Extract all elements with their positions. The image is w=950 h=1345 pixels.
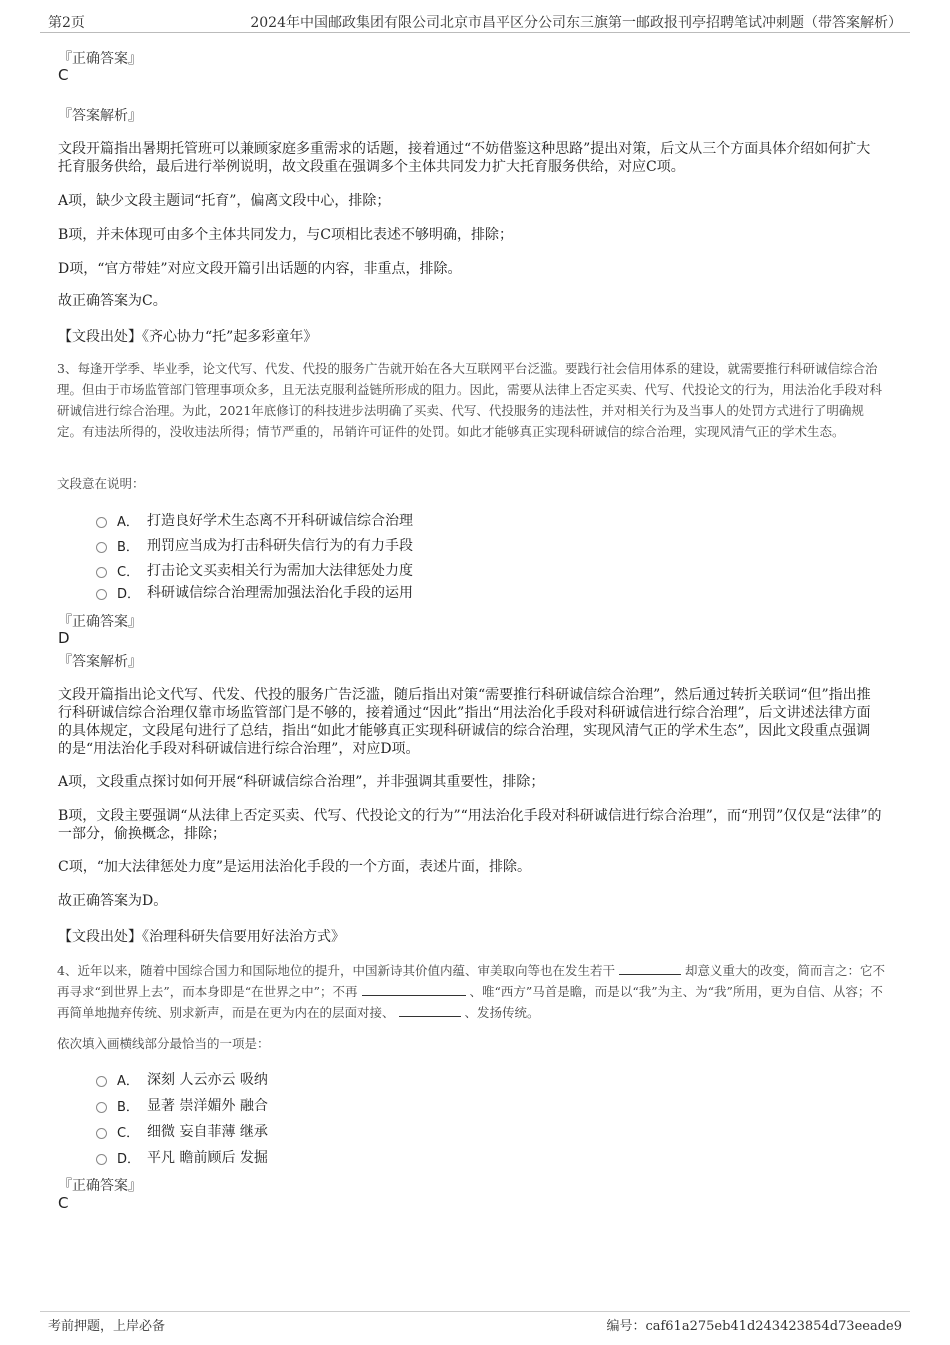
q4-text-part-4: 、发扬传统。	[464, 1005, 540, 1020]
footer-slogan: 考前押题，上岸必备	[48, 1319, 166, 1334]
q3-option-c[interactable]	[96, 560, 413, 580]
option-text: 细微 妄自菲薄 继承	[147, 1124, 268, 1140]
fill-blank-2	[362, 983, 466, 996]
option-letter: B．	[117, 539, 139, 555]
footer-divider	[40, 1311, 910, 1312]
q3-question-text: 3、每逢开学季、毕业季，论文代写、代发、代投的服务广告就开始在各大互联网平台泛滥。要践行社会信用体系的建设，就需要推行科研诚信综合治理。但由于市场监管部门管理事项众多，且无法克服利益链所形成的阻力。因此，需要从法律上否定买卖、代写、代投论文的行为，用法治化手段对科研诚信进行综合治理。为此，2021年底修订的科技进步法明确了买卖、代写、代投服务的违法性，并对相关行为及当事人的处罚方式进行了明确规定。有违法所得的，没收违法所得；情节严重的，吊销许可证件的处罚。如此才能够真正实现科研诚信的综合治理，实现风清气正的学术生态。	[57, 361, 883, 439]
analysis-label: 『答案解析』	[58, 108, 142, 124]
q2-analysis-main: 文段开篇指出暑期托管班可以兼顾家庭多重需求的话题，接着通过“不妨借鉴这种思路”提出对策，后文从三个方面具体介绍如何扩大托育服务供给，最后进行举例说明，故文段重在强调多个主体共同发力扩大托育服务供给，对应C项。	[58, 141, 871, 175]
q4-text-part-1: 4、近年以来，随着中国综合国力和国际地位的提升，中国新诗其价值内蕴、审美取向等也在发生若干	[57, 963, 615, 978]
q4-text-part-3: 、唯“西方”马首是瞻，而是以“我”为主、为“我”所用，更为自信、从容；不再简单地抛弃传统、别求新声，而是在更为内在的层面对接、	[57, 984, 883, 1020]
q3-answer: D	[58, 629, 70, 647]
q4-question-text	[57, 960, 887, 1023]
q3-analysis-main: 文段开篇指出论文代写、代发、代投的服务广告泛滥，随后指出对策“需要推行科研诚信综合治理”，然后通过转折关联词“但”指出推行科研诚信综合治理仅靠市场监管部门是不够的，接着通过“因此”指出“用法治化手段对科研诚信进行综合治理”，后文讲述法律方面的具体规定，文段尾句进行了总结，指出“如此才能够真正实现科研诚信的综合治理，实现风清气正的学术生态”，因此文段重点强调的是“用法治化手段对科研诚信进行综合治理”，对应D项。	[58, 687, 871, 757]
option-letter: A．	[117, 514, 139, 530]
option-text: 打造良好学术生态离不开科研诚信综合治理	[147, 513, 413, 529]
q3-analysis-a: A项，文段重点探讨如何开展“科研诚信综合治理”，并非强调其重要性，排除；	[58, 774, 545, 790]
q4-prompt: 依次填入画横线部分最恰当的一项是：	[57, 1036, 270, 1051]
option-text: 打击论文买卖相关行为需加大法律惩处力度	[147, 563, 413, 579]
q4-answer: C	[58, 1194, 69, 1212]
option-letter: B．	[117, 1099, 139, 1115]
correct-answer-label: 『正确答案』	[58, 614, 142, 630]
q3-analysis-c: C项，“加大法律惩处力度”是运用法治化手段的一个方面，表述片面，排除。	[58, 859, 532, 875]
option-text: 平凡 瞻前顾后 发掘	[147, 1150, 268, 1166]
q3-analysis-b: B项，文段主要强调“从法律上否定买卖、代写、代投论文的行为”“用法治化手段对科研诚信进行综合治理”，而“刑罚”仅仅是“法律”的一部分，偷换概念，排除；	[58, 808, 882, 842]
q3-option-b[interactable]	[96, 535, 413, 555]
q2-answer: C	[58, 66, 69, 84]
option-letter: D．	[117, 1151, 141, 1167]
radio-icon[interactable]	[96, 517, 107, 528]
radio-icon[interactable]	[96, 567, 107, 578]
q4-option-a[interactable]	[96, 1069, 268, 1089]
q2-analysis-d: D项，“官方带娃”对应文段开篇引出话题的内容，非重点，排除。	[58, 261, 462, 277]
q2-analysis-a: A项，缺少文段主题词“托育”，偏离文段中心，排除；	[58, 193, 391, 209]
radio-icon[interactable]	[96, 1076, 107, 1087]
correct-answer-label: 『正确答案』	[58, 1178, 142, 1194]
q4-option-c[interactable]	[96, 1121, 268, 1141]
option-letter: D．	[117, 586, 141, 602]
q4-text-part-2: 却意义重大的改变，简而言之：它不再寻求“到世界上去”，而本身即是“在世界之中”；不再	[57, 963, 885, 999]
q3-option-a[interactable]	[96, 510, 413, 530]
radio-icon[interactable]	[96, 542, 107, 553]
document-title: 2024年中国邮政集团有限公司北京市昌平区分公司东三旗第一邮政报刊亭招聘笔试冲刺题（带答案解析）	[250, 15, 902, 31]
radio-icon[interactable]	[96, 589, 107, 600]
radio-icon[interactable]	[96, 1102, 107, 1113]
option-text: 科研诚信综合治理需加强法治化手段的运用	[147, 585, 413, 601]
option-text: 刑罚应当成为打击科研失信行为的有力手段	[147, 538, 413, 554]
footer-serial: 编号：caf61a275eb41d243423854d73eeade9	[606, 1319, 902, 1334]
q3-prompt: 文段意在说明：	[57, 476, 145, 491]
q4-option-d[interactable]	[96, 1147, 268, 1167]
option-letter: C．	[117, 1125, 140, 1141]
option-letter: C．	[117, 564, 140, 580]
fill-blank-1	[619, 962, 681, 975]
radio-icon[interactable]	[96, 1154, 107, 1165]
analysis-label: 『答案解析』	[58, 654, 142, 670]
q3-conclusion: 故正确答案为D。	[58, 893, 168, 909]
page-number: 第2页	[48, 15, 85, 31]
q2-analysis-b: B项，并未体现可由多个主体共同发力，与C项相比表述不够明确，排除；	[58, 227, 513, 243]
option-letter: A．	[117, 1073, 139, 1089]
option-text: 显著 崇洋媚外 融合	[147, 1098, 268, 1114]
fill-blank-3	[399, 1004, 461, 1017]
q3-option-d[interactable]	[96, 582, 413, 602]
option-text: 深刻 人云亦云 吸纳	[147, 1072, 268, 1088]
correct-answer-label: 『正确答案』	[58, 51, 142, 67]
q3-source: 【文段出处】《治理科研失信要用好法治方式》	[58, 929, 345, 945]
q2-source: 【文段出处】《齐心协力“托”起多彩童年》	[58, 329, 318, 345]
q4-option-b[interactable]	[96, 1095, 268, 1115]
radio-icon[interactable]	[96, 1128, 107, 1139]
header-divider	[40, 32, 910, 33]
q2-conclusion: 故正确答案为C。	[58, 293, 167, 309]
